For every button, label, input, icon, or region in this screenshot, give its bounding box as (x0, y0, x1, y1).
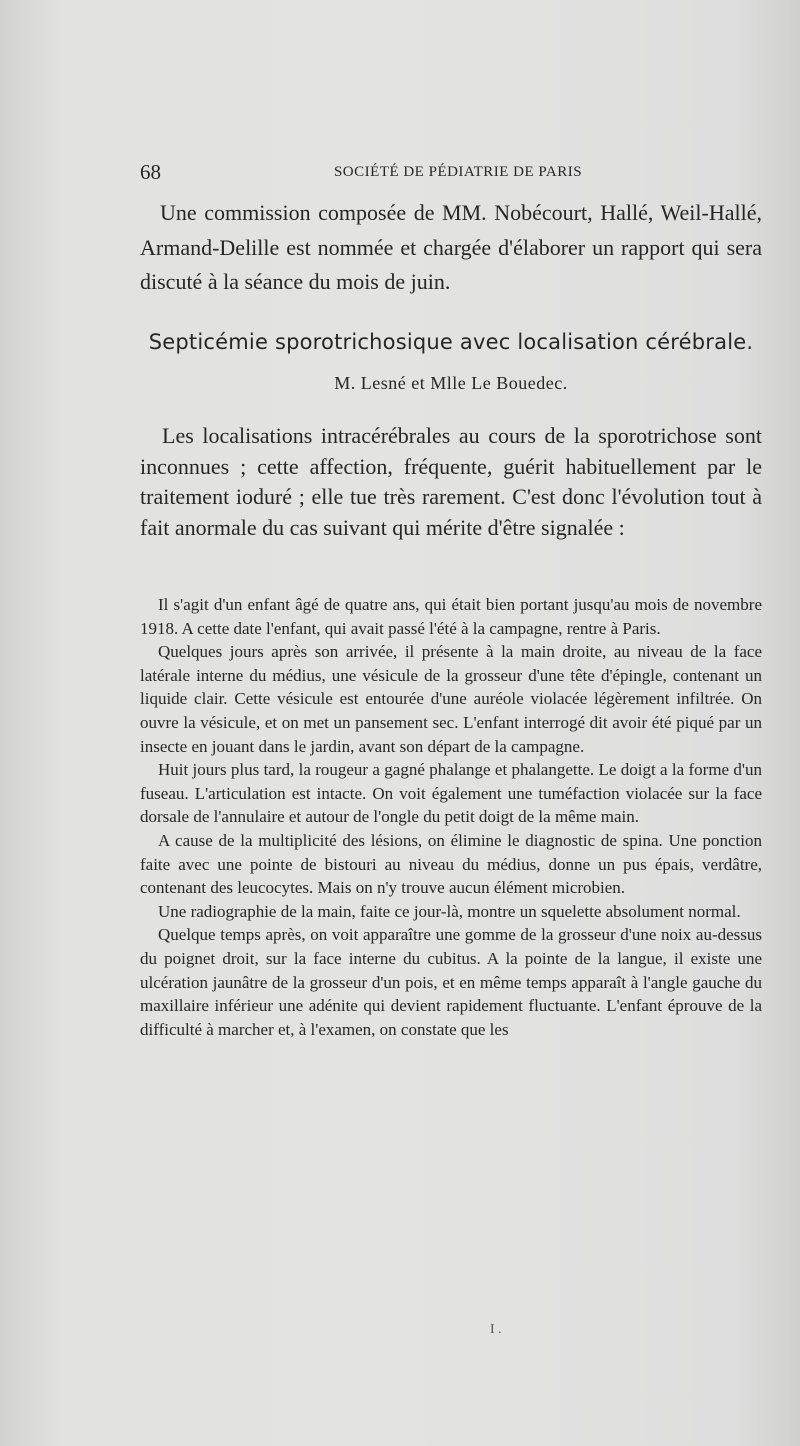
case-paragraph: Quelque temps après, on voit apparaître une gomme de la grosseur d'une noix au-dessus du poignet droit, sur la face interne du cubitus. A la pointe de la langue, il existe une ulcération jaunâtre de la grosseur d'un pois, et en même temps apparaît à l'angle gauche du maxillaire inférieur une adénite qui devient rapidement fluctuante. L'enfant éprouve de la difficulté à marcher et, à l'examen, on constate que les (140, 925, 762, 1039)
article-authors: M. Lesné et Mlle Le Bouedec. (334, 373, 568, 393)
case-paragraph: Il s'agit d'un enfant âgé de quatre ans, qui était bien portant jusqu'au mois de novembre 1918. A cette date l'enfant, qui avait passé l'été à la campagne, rentre à Paris. (140, 595, 762, 638)
footer-mark: I . (490, 1322, 502, 1337)
case-paragraph: Une radiographie de la main, faite ce jour-là, montre un squelette absolument normal. (158, 901, 741, 921)
article-title: Septicémie sporotrichosique avec localisation cérébrale. (148, 330, 754, 354)
case-paragraph: Huit jours plus tard, la rougeur a gagné phalange et phalangette. Le doigt a la forme d'un fuseau. L'articulation est intacte. On voit également une tuméfaction violacée sur la face dorsale de l'annulaire et autour de l'ongle du petit doigt de la même main. (140, 760, 762, 827)
case-report (140, 593, 762, 1041)
case-paragraph: A cause de la multiplicité des lésions, on élimine le diagnostic de spina. Une ponction faite avec une pointe de bistouri au niveau du médius, donne un pus épais, verdâtre, contenant des leucocytes. Mais on n'y trouve aucun élément microbien. (140, 830, 762, 898)
page-number: 68 (140, 160, 161, 184)
running-head: SOCIÉTÉ DE PÉDIATRIE DE PARIS (333, 164, 583, 180)
lead-paragraph: Les localisations intracérébrales au cours de la sporotrichose sont inconnues ; cette affection, fréquente, guérit habituellement par le traitement ioduré ; elle tue très rarement. C'est donc l'évolution tout à fait anormale du cas suivant qui mérite d'être signalée : (140, 423, 762, 540)
lead-section (140, 421, 762, 543)
intro-paragraph: Une commission composée de MM. Nobécourt, Hallé, Weil-Hallé, Armand-Delille est nommée et chargée d'élaborer un rapport qui sera discuté à la séance du mois de juin. (140, 200, 762, 294)
case-paragraph: Quelques jours après son arrivée, il présente à la main droite, au niveau de la face latérale interne du médius, une vésicule de la grosseur d'une tête d'épingle, contenant un liquide clair. Cette vésicule est entourée d'une auréole violacée légèrement infiltrée. On ouvre la vésicule, et on met un pansement sec. L'enfant interrogé dit avoir été piqué par un insecte en jouant dans le jardin, avant son départ de la campagne. (140, 642, 762, 756)
intro-section (140, 196, 762, 300)
page-header (140, 160, 762, 186)
